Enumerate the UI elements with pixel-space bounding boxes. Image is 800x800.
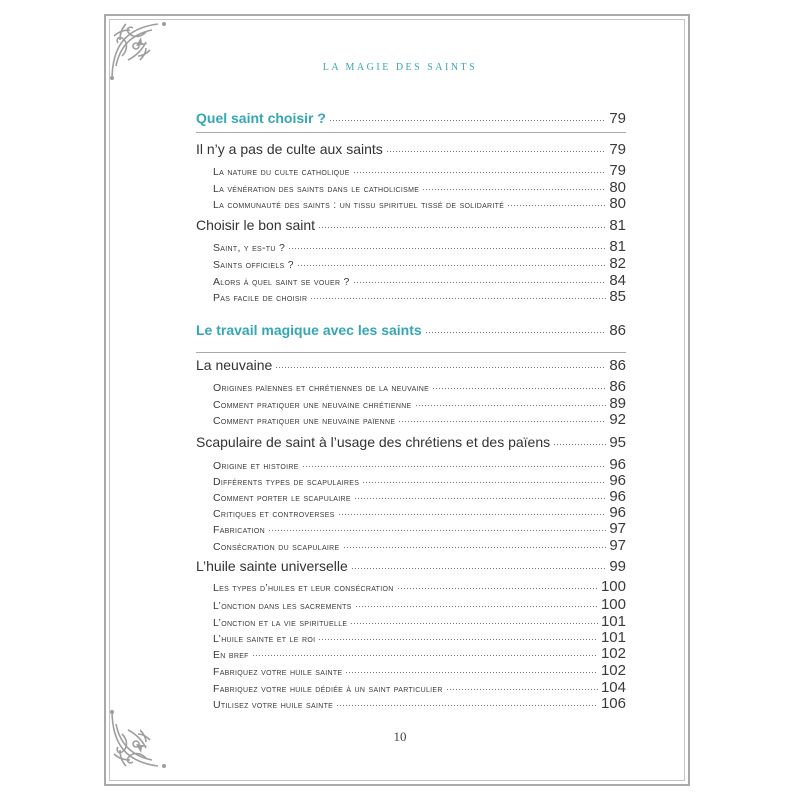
toc-section-entry[interactable] — [213, 411, 626, 428]
toc-entry-title: Alors à quel saint se vouer ? — [213, 276, 350, 288]
toc-dot-leader — [336, 698, 598, 707]
toc-entry-title: La communauté des saints : un tissu spirituel tissé de solidarité — [213, 199, 505, 211]
toc-entry-title: Saints officiels ? — [213, 259, 294, 271]
toc-entry-title: En bref — [213, 649, 249, 661]
toc-entry-page: 82 — [609, 255, 626, 272]
toc-dot-leader — [507, 198, 606, 207]
toc-entry-title: La vénération des saints dans le catholicisme — [213, 183, 420, 195]
toc-entry-title: L’onction et la vie spirituelle — [213, 617, 348, 629]
toc-dot-leader — [386, 144, 607, 153]
toc-entry-title: Fabriquez votre huile dédiée à un saint particulier — [213, 683, 443, 695]
toc-section-entry[interactable] — [213, 662, 626, 679]
toc-entry-page: 92 — [609, 411, 626, 428]
toc-dot-leader — [362, 475, 606, 484]
toc-section-entry[interactable] — [213, 613, 626, 630]
toc-entry-page: 102 — [600, 645, 626, 662]
toc-part-entry[interactable] — [196, 110, 626, 127]
toc-chapter-entry[interactable] — [196, 217, 626, 234]
toc-entry-title: La nature du culte catholique — [213, 166, 350, 178]
toc-entry-page: 86 — [609, 322, 626, 339]
toc-section-entry[interactable] — [213, 645, 626, 662]
toc-entry-title: Quel saint choisir ? — [196, 110, 326, 126]
toc-section-entry[interactable] — [213, 378, 626, 395]
toc-entry-page: 99 — [609, 558, 626, 575]
toc-entry-page: 81 — [609, 217, 626, 234]
toc-section-entry[interactable] — [213, 179, 626, 196]
part-divider — [196, 352, 626, 353]
toc-dot-leader — [297, 258, 606, 267]
toc-entry-title: L’huile sainte universelle — [196, 558, 348, 574]
toc-entry-title: L’huile sainte et le roi — [213, 633, 316, 645]
toc-entry-page: 97 — [609, 537, 626, 554]
toc-entry-title: Le travail magique avec les saints — [196, 322, 422, 338]
part-divider — [196, 132, 626, 133]
toc-entry-page: 100 — [600, 596, 626, 613]
toc-dot-leader — [350, 616, 598, 625]
toc-section-entry[interactable] — [213, 288, 626, 305]
toc-section-entry[interactable] — [213, 695, 626, 712]
toc-entry-title: Les types d’huiles et leur consécration — [213, 582, 394, 594]
toc-section-entry[interactable] — [213, 395, 626, 412]
toc-entry-title: Comment pratiquer une neuvaine chrétienne — [213, 399, 412, 411]
toc-entry-title: Utilisez votre huile sainte — [213, 699, 334, 711]
toc-entry-title: La neuvaine — [196, 357, 273, 373]
toc-entry-title: L’onction dans les sacrements — [213, 600, 352, 612]
toc-section-entry[interactable] — [213, 520, 626, 537]
toc-dot-leader — [345, 665, 598, 674]
toc-entry-title: Scapulaire de saint à l’usage des chrétiens et des païens — [196, 434, 551, 450]
toc-section-entry[interactable] — [213, 578, 626, 595]
toc-dot-leader — [338, 507, 607, 516]
toc-entry-page: 97 — [609, 520, 626, 537]
toc-dot-leader — [252, 648, 598, 657]
toc-dot-leader — [329, 113, 606, 122]
toc-entry-page: 89 — [609, 395, 626, 412]
toc-entry-page: 86 — [609, 357, 626, 374]
toc-entry-page: 95 — [609, 434, 626, 451]
toc-dot-leader — [318, 220, 606, 229]
toc-entry-page: 85 — [609, 288, 626, 305]
toc-entry-page: 106 — [600, 695, 626, 712]
toc-dot-leader — [398, 414, 606, 423]
toc-dot-leader — [275, 360, 606, 369]
toc-dot-leader — [318, 632, 598, 641]
toc-entry-title: Critiques et controverses — [213, 508, 335, 520]
page-number: 10 — [393, 729, 407, 744]
toc-entry-page: 84 — [609, 272, 626, 289]
toc-entry-title: Choisir le bon saint — [196, 217, 316, 233]
toc-entry-page: 102 — [600, 662, 626, 679]
toc-section-entry[interactable] — [213, 456, 626, 473]
toc-dot-leader — [415, 398, 607, 407]
toc-entry-title: Fabrication — [213, 524, 265, 536]
toc-dot-leader — [432, 381, 606, 390]
toc-entry-title: Comment porter le scapulaire — [213, 492, 351, 504]
toc-entry-page: 104 — [600, 679, 626, 696]
toc-entry-title: Fabriquez votre huile sainte — [213, 666, 343, 678]
toc-entry-title: Pas facile de choisir — [213, 292, 308, 304]
toc-dot-leader — [310, 291, 606, 300]
toc-entry-title: Saint, y es-tu ? — [213, 242, 286, 254]
toc-section-entry[interactable] — [213, 195, 626, 212]
toc-section-entry[interactable] — [213, 596, 626, 613]
toc-entry-title: Origine et histoire — [213, 460, 299, 472]
toc-entry-page: 79 — [609, 162, 626, 179]
toc-entry-page: 101 — [600, 629, 626, 646]
toc-section-entry[interactable] — [213, 238, 626, 255]
toc-section-entry[interactable] — [213, 162, 626, 179]
toc-chapter-entry[interactable] — [196, 357, 626, 374]
toc-section-entry[interactable] — [213, 504, 626, 521]
toc-entry-page: 86 — [609, 378, 626, 395]
toc-dot-leader — [354, 491, 607, 500]
toc-section-entry[interactable] — [213, 272, 626, 289]
toc-section-entry[interactable] — [213, 472, 626, 489]
toc-entry-page: 100 — [600, 578, 626, 595]
toc-dot-leader — [302, 459, 607, 468]
toc-entry-page: 101 — [600, 613, 626, 630]
toc-dot-leader — [268, 523, 606, 532]
toc-entry-page: 96 — [609, 488, 626, 505]
toc-entry-title: Comment pratiquer une neuvaine païenne — [213, 415, 396, 427]
toc-entry-page: 80 — [609, 195, 626, 212]
toc-dot-leader — [422, 182, 606, 191]
toc-part-entry[interactable] — [196, 322, 626, 339]
toc-entry-page: 96 — [609, 456, 626, 473]
toc-section-entry[interactable] — [213, 629, 626, 646]
toc-dot-leader — [446, 682, 598, 691]
toc-section-entry[interactable] — [213, 255, 626, 272]
toc-dot-leader — [353, 165, 607, 174]
toc-dot-leader — [425, 325, 607, 334]
toc-dot-leader — [353, 275, 607, 284]
toc-entry-title: Différents types de scapulaires — [213, 476, 360, 488]
toc-section-entry[interactable] — [213, 679, 626, 696]
toc-entry-page: 79 — [609, 110, 626, 127]
toc-dot-leader — [355, 599, 598, 608]
toc-entry-title: Consécration du scapulaire — [213, 541, 340, 553]
toc-dot-leader — [343, 540, 607, 549]
toc-chapter-entry[interactable] — [196, 558, 626, 575]
toc-dot-leader — [397, 581, 598, 590]
toc-entry-page: 96 — [609, 504, 626, 521]
toc-chapter-entry[interactable] — [196, 434, 626, 451]
toc-entry-page: 80 — [609, 179, 626, 196]
toc-dot-leader — [553, 437, 606, 446]
toc-entry-title: Origines païennes et chrétiennes de la neuvaine — [213, 382, 430, 394]
toc-section-entry[interactable] — [213, 488, 626, 505]
toc-entry-page: 79 — [609, 141, 626, 158]
toc-section-entry[interactable] — [213, 537, 626, 554]
toc-dot-leader — [288, 241, 606, 250]
toc-entry-page: 81 — [609, 238, 626, 255]
toc-dot-leader — [351, 561, 607, 570]
toc-entry-title: Il n’y a pas de culte aux saints — [196, 141, 383, 157]
running-head: LA MAGIE DES SAINTS — [322, 62, 478, 73]
toc-chapter-entry[interactable] — [196, 141, 626, 158]
toc-entry-page: 96 — [609, 472, 626, 489]
